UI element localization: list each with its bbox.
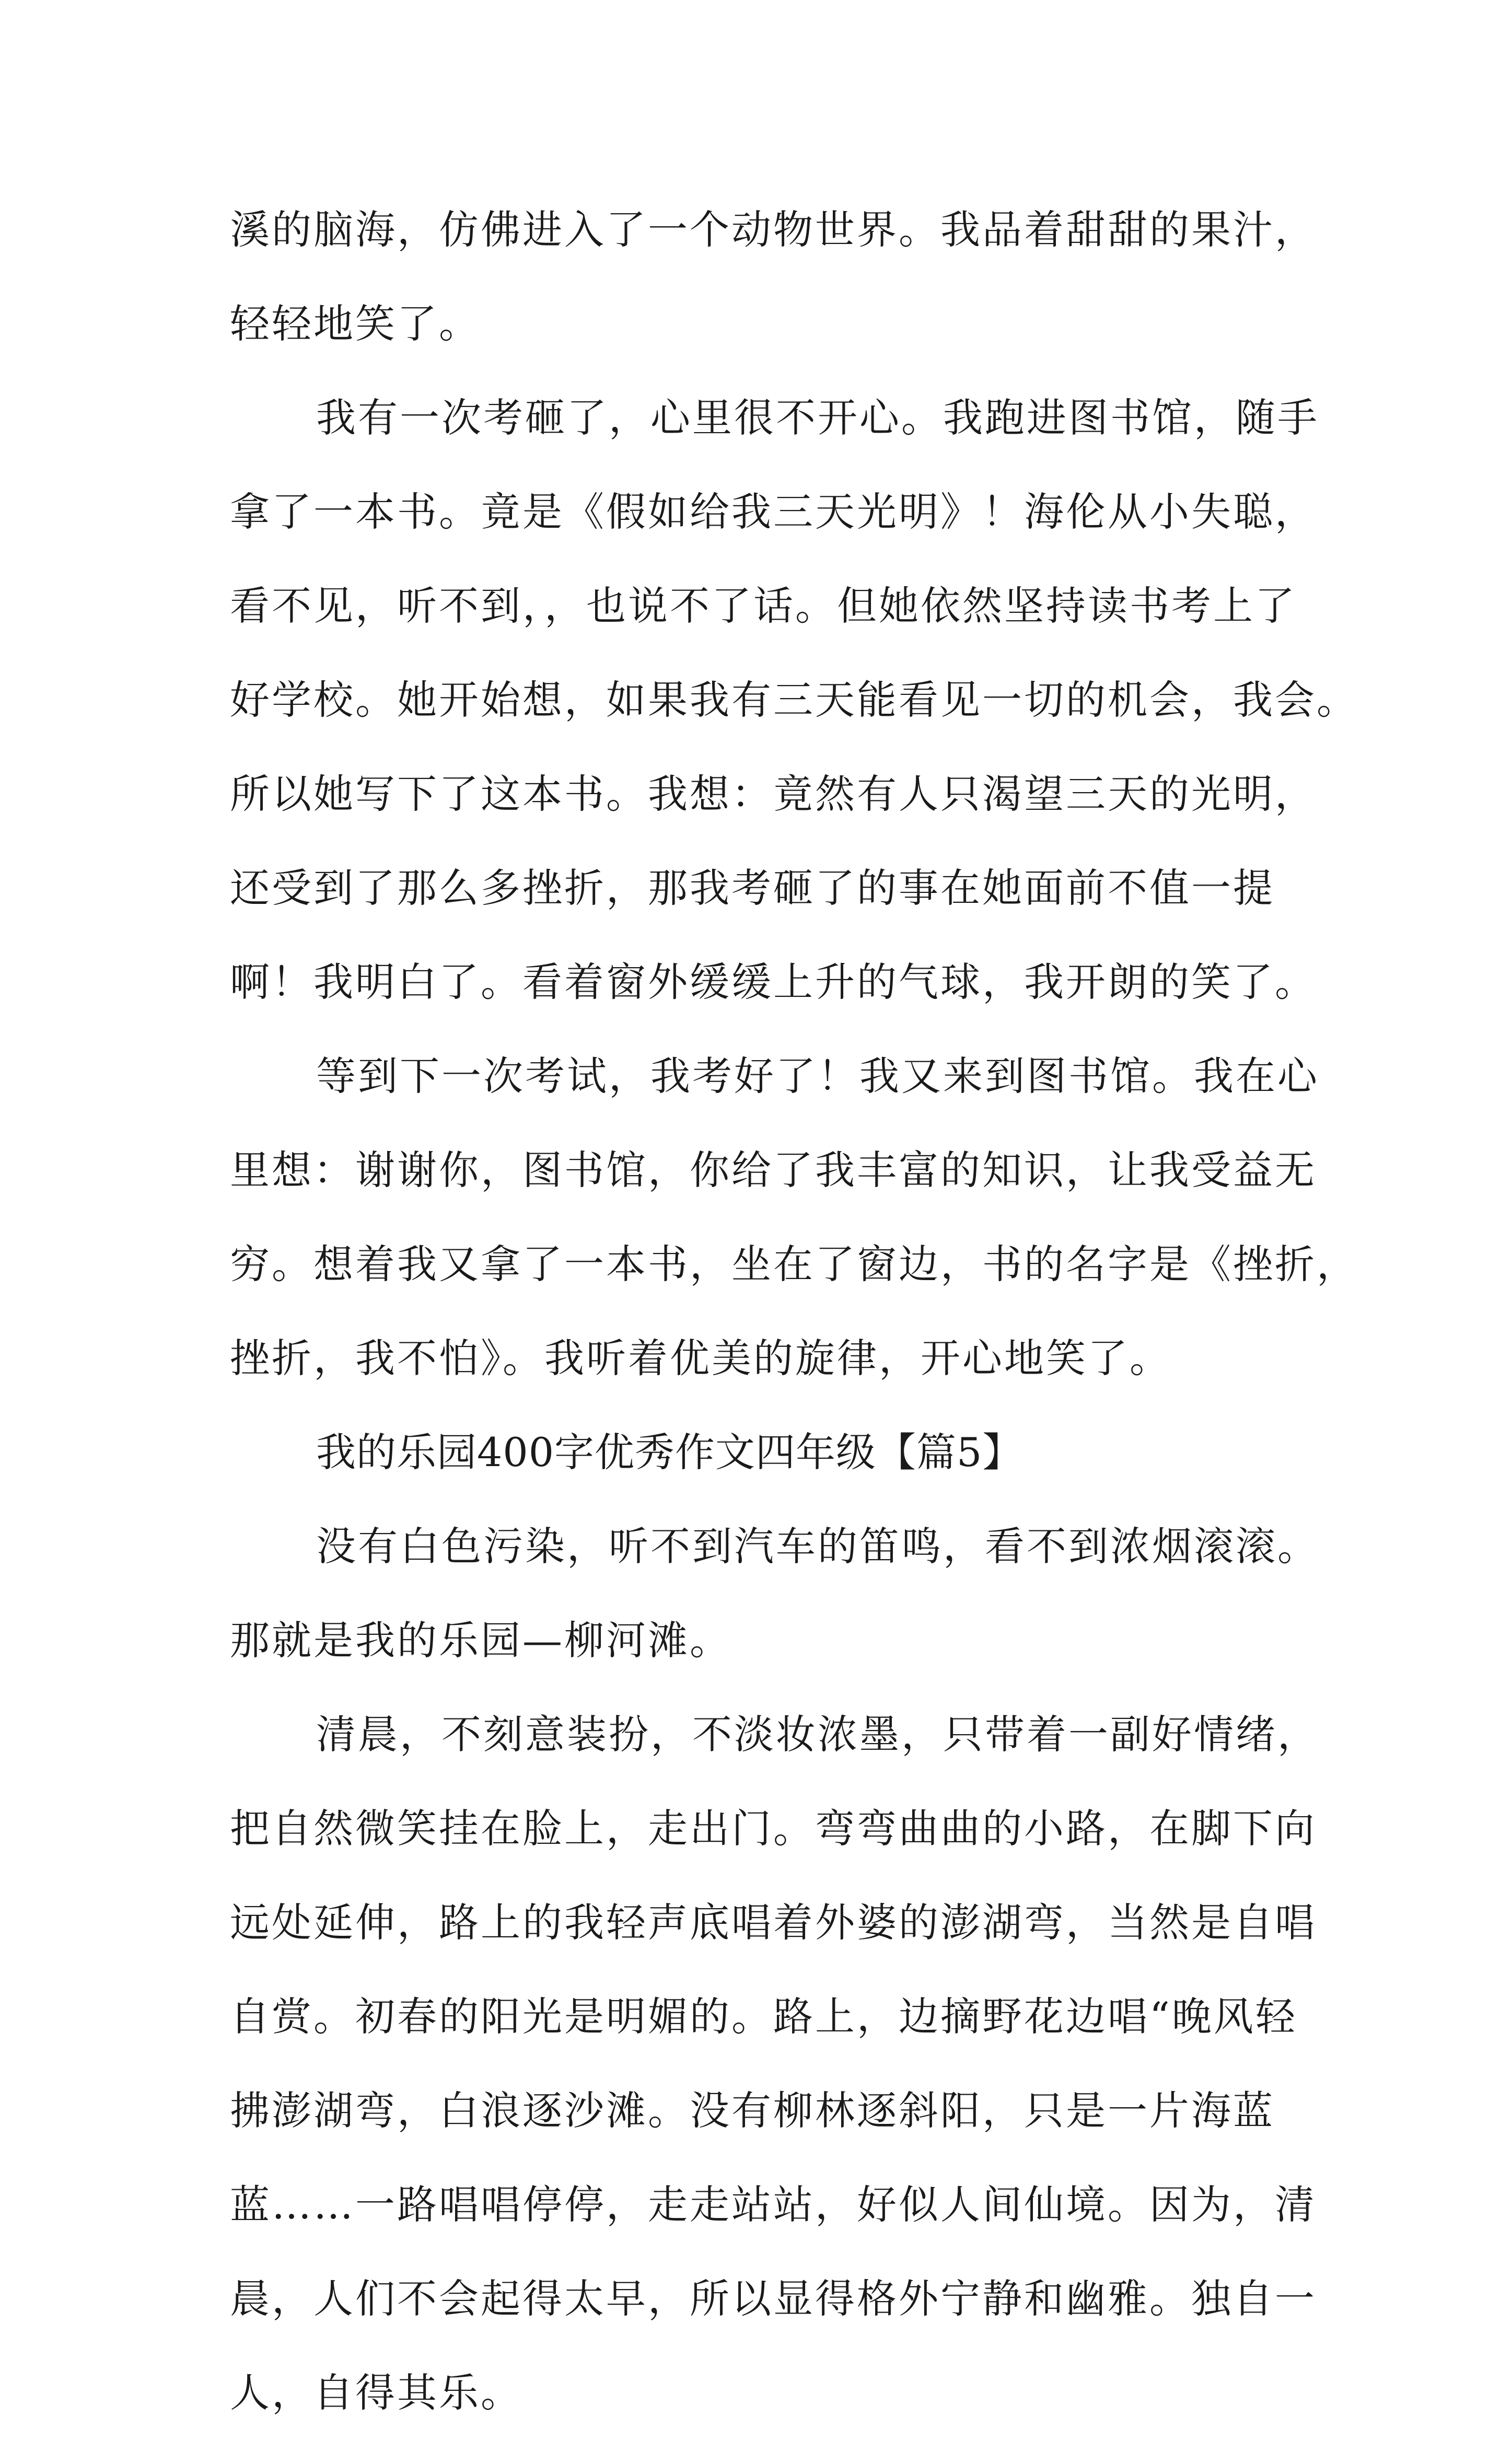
text-line: 蓝……一路唱唱停停，走走站站，好似人间仙境。因为，清 — [230, 2181, 1317, 2228]
text-line: 挫折，我不怕》。我听着优美的旋律，开心地笑了。 — [230, 1335, 1171, 1381]
text-line: 里想：谢谢你，图书馆，你给了我丰富的知识，让我受益无 — [230, 1147, 1317, 1193]
paragraph-start-line: 等到下一次考试，我考好了！我又来到图书馆。我在心 — [316, 1053, 1319, 1099]
paragraph-start-line: 清晨，不刻意装扮，不淡妆浓墨，只带着一副好情绪， — [316, 1711, 1319, 1758]
paragraph-start-line: 我有一次考砸了，心里很不开心。我跑进图书馆，随手 — [316, 394, 1319, 441]
text-line: 拿了一本书。竟是《假如给我三天光明》！海伦从小失聪， — [230, 489, 1317, 535]
text-line: 看不见，听不到，，也说不了话。但她依然坚持读书考上了 — [230, 583, 1297, 629]
text-line: 溪的脑海，仿佛进入了一个动物世界。我品着甜甜的果汁， — [230, 206, 1317, 253]
text-line: 把自然微笑挂在脸上，走出门。弯弯曲曲的小路，在脚下向 — [230, 1805, 1317, 1852]
paragraph-start-line: 没有白色污染，听不到汽车的笛鸣，看不到浓烟滚滚。 — [316, 1523, 1319, 1570]
text-line: 所以她写下了这本书。我想：竟然有人只渴望三天的光明， — [230, 771, 1317, 817]
body-text — [230, 183, 1358, 2440]
text-line: 晨，人们不会起得太早，所以显得格外宁静和幽雅。独自一 — [230, 2275, 1317, 2322]
text-line: 轻轻地笑了。 — [230, 300, 481, 347]
text-line: 远处延伸，路上的我轻声底唱着外婆的澎湖弯，当然是自唱 — [230, 1899, 1317, 1946]
text-line: 好学校。她开始想，如果我有三天能看见一切的机会，我会。 — [230, 677, 1358, 723]
text-line: 穷。想着我又拿了一本书，坐在了窗边，书的名字是《挫折， — [230, 1241, 1358, 1287]
text-line: 自赏。初春的阳光是明媚的。路上，边摘野花边唱“晚风轻 — [230, 1993, 1297, 2040]
text-line: 拂澎湖弯，白浪逐沙滩。没有柳林逐斜阳，只是一片海蓝 — [230, 2087, 1275, 2134]
text-line: 还受到了那么多挫折，那我考砸了的事在她面前不值一提 — [230, 865, 1275, 911]
text-line: 人，自得其乐。 — [230, 2369, 522, 2416]
text-line: 那就是我的乐园—柳河滩。 — [230, 1617, 731, 1664]
section-heading: 我的乐园400字优秀作文四年级【篇5】 — [316, 1429, 1023, 1475]
text-line: 啊！我明白了。看着窗外缓缓上升的气球，我开朗的笑了。 — [230, 959, 1317, 1005]
